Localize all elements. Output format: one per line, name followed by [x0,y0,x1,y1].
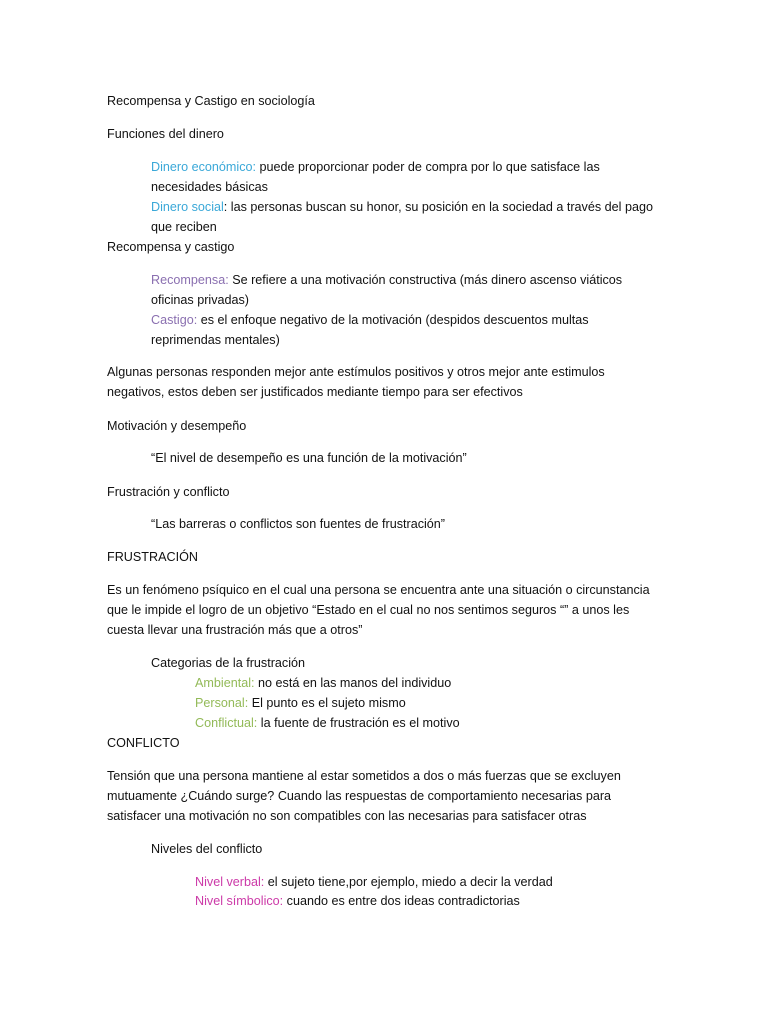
paragraph-estimulos-line1: Algunas personas responden mejor ante estímulos positivos y otros mejor ante estimulos [107,365,605,379]
term-ambiental: Ambiental: [195,676,255,690]
paragraph-frustracion-line2: que le impide el logro de un objetivo “Estado en el cual no nos sentimos seguros “” a unos les [107,603,630,617]
term-recompensa: Recompensa: [151,273,229,287]
heading-niveles-conflicto: Niveles del conflicto [151,842,263,856]
text-nivel-verbal: el sujeto tiene,por ejemplo, miedo a decir la verdad [264,875,553,889]
item-ambiental [195,673,451,693]
item-conflictual [195,713,460,733]
heading-recompensa-y-castigo: Recompensa y castigo [107,240,235,254]
paragraph-frustracion-line1: Es un fenómeno psíquico en el cual una persona se encuentra ante una situación o circunstancia [107,583,650,597]
item-nivel-simbolico [195,891,520,911]
term-dinero-economico: Dinero económico: [151,160,256,174]
item-castigo [151,310,589,330]
item-personal [195,693,406,713]
quote-barreras: “Las barreras o conflictos son fuentes de frustración” [151,517,445,531]
term-conflictual: Conflictual: [195,716,258,730]
heading-conflicto: CONFLICTO [107,736,180,750]
heading-frustracion-y-conflicto: Frustración y conflicto [107,485,230,499]
heading-motivacion-y-desempeno: Motivación y desempeño [107,419,247,433]
text-ambiental: no está en las manos del individuo [254,676,452,690]
text-personal: El punto es el sujeto mismo [248,696,406,710]
item-dinero-social-cont: que reciben [151,220,217,234]
item-dinero-economico [151,157,600,177]
text-nivel-simbolico: cuando es entre dos ideas contradictorias [283,894,520,908]
item-dinero-social [151,197,653,217]
quote-motivacion: “El nivel de desempeño es una función de la motivación” [151,451,467,465]
item-recompensa [151,270,622,290]
term-castigo: Castigo: [151,313,198,327]
term-personal: Personal: [195,696,249,710]
heading-categorias-frustracion: Categorias de la frustración [151,656,306,670]
text-recompensa: Se refiere a una motivación constructiva (más dinero ascenso viáticos [228,273,623,287]
term-dinero-social: Dinero social [151,200,224,214]
paragraph-conflicto-line2: mutuamente ¿Cuándo surge? Cuando las respuestas de comportamiento necesarias para [107,789,612,803]
paragraph-frustracion-line3: cuesta llevar una frustración más que a otros” [107,623,363,637]
term-nivel-verbal: Nivel verbal: [195,875,265,889]
text-dinero-social: : las personas buscan su honor, su posición en la sociedad a través del pago [223,200,653,214]
item-castigo-cont: reprimendas mentales) [151,333,280,347]
document-title: Recompensa y Castigo en sociología [107,94,315,108]
text-conflictual: la fuente de frustración es el motivo [257,716,460,730]
item-dinero-economico-cont: necesidades básicas [151,180,268,194]
text-dinero-economico: puede proporcionar poder de compra por lo que satisface las [256,160,600,174]
term-nivel-simbolico: Nivel símbolico: [195,894,284,908]
paragraph-conflicto-line3: satisfacer una motivación no son compatibles con las necesarias para satisfacer otras [107,809,587,823]
text-castigo: es el enfoque negativo de la motivación (despidos descuentos multas [197,313,589,327]
item-recompensa-cont: oficinas privadas) [151,293,249,307]
paragraph-estimulos-line2: negativos, estos deben ser justificados mediante tiempo para ser efectivos [107,385,523,399]
item-nivel-verbal [195,872,553,892]
heading-frustracion: FRUSTRACIÓN [107,550,198,564]
paragraph-conflicto-line1: Tensión que una persona mantiene al estar sometidos a dos o más fuerzas que se excluyen [107,769,621,783]
heading-funciones-del-dinero: Funciones del dinero [107,127,224,141]
